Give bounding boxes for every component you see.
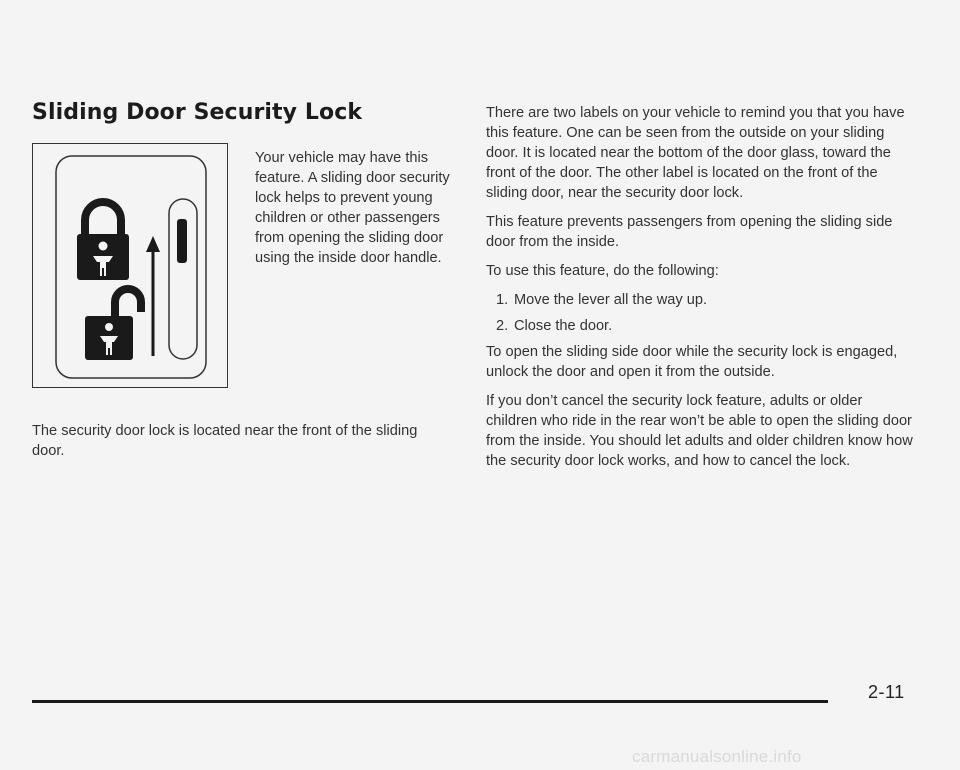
labels-paragraph: There are two labels on your vehicle to remind you that you have this feature. One can be seen from the outside on your sliding door. It is located near the bottom of the door glass, toward the front of the door. The other label is located on the front of the sliding door, near the security door lock.	[486, 105, 905, 201]
locked-padlock-icon	[77, 202, 129, 280]
security-lock-illustration	[32, 143, 228, 388]
steps-list	[486, 290, 916, 336]
unlocked-padlock-icon	[85, 289, 141, 360]
prevents-paragraph: This feature prevents passengers from opening the sliding side door from the inside.	[486, 214, 893, 250]
lever-knob	[177, 219, 187, 263]
to-use-paragraph: To use this feature, do the following:	[486, 263, 719, 279]
page-number: 2-11	[868, 682, 905, 702]
section-title: Sliding Door Security Lock	[32, 100, 363, 125]
instructions-column	[486, 103, 916, 480]
list-item: 1. Move the lever all the way up.	[496, 292, 708, 308]
list-item: 2. Close the door.	[496, 318, 613, 334]
arrow-up-icon	[146, 236, 160, 356]
intro-paragraph: Your vehicle may have this feature. A sliding door security lock helps to prevent young children or other passengers from opening the sliding door using the inside door handle.	[255, 150, 450, 266]
lock-diagram	[33, 144, 229, 389]
watermark: carmanualsonline.info	[632, 747, 802, 766]
to-open-paragraph: To open the sliding side door while the security lock is engaged, unlock the door and open it from the outside.	[486, 344, 898, 380]
warning-paragraph: If you don’t cancel the security lock feature, adults or older children who ride in the rear won’t be able to open the sliding door from the inside. You should let adults and older children know how the security door lock works, and how to cancel the lock.	[486, 393, 913, 469]
footer-rule	[32, 700, 828, 703]
location-paragraph: The security door lock is located near the front of the sliding door.	[32, 423, 418, 459]
